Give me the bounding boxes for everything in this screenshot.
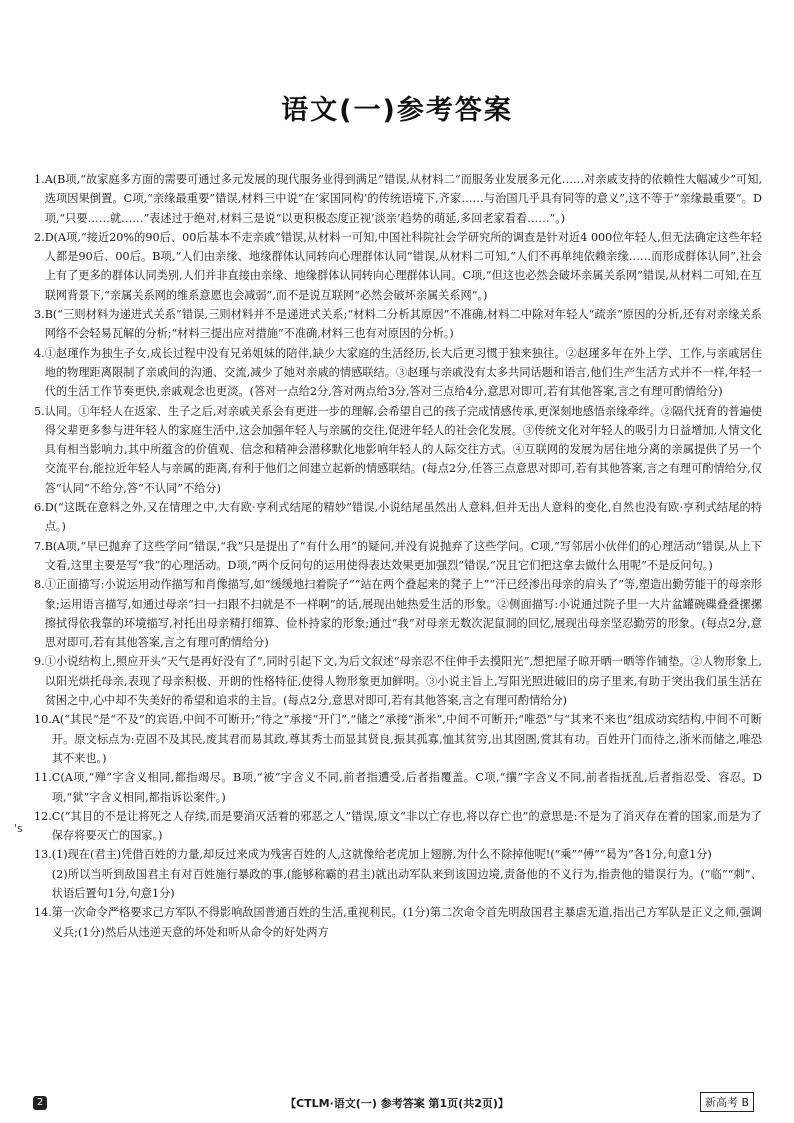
answer-number: 8. (34, 578, 45, 592)
answer-text: C(“其目的不是让将死之人存续,而是要消灭活着的邪恶之人”错误,原文“非以亡存也,将以存亡也”的意思是:不是为了消灭存在着的国家,而是为了保存将要灭亡的国家。) (51, 809, 762, 843)
answer-item (34, 170, 762, 228)
answer-text: ①赵瑾作为独生子女,成长过程中没有兄弟姐妹的陪伴,缺少大家庭的生活经历,长大后更习惯于独来独往。②赵瑾多年在外上学、工作,与亲戚居住地的物理距离限制了亲戚间的沟通、交流,减少了她对亲戚的情感联结。③赵瑾与亲戚没有太多共同话题和语言,他们生产生活方式并不一样,年轻一代的生活工作节奏更快,亲戚观念也更淡。(答对一点给2分,答对两点给3分,答对三点给4分,意思对即可,若有其他答案,言之有理可酌情给分) (44, 346, 762, 399)
answer-item (34, 652, 762, 710)
answer-text: A(B项,“故家庭多方面的需要可通过多元发展的现代服务业得到满足”错误,从材料二“而服务业发展多元化……对亲戚支持的依赖性大幅减少”可知,选项因果倒置。C项,“亲缘最重要”错误,材料三中说“在‘家国同构’的传统语境下,齐家……与治国几乎具有同等的意义”,这不等于“亲缘最重要”。D项,“只要……就……”表述过于绝对,材料三是说“以更积极态度正视‘淡亲’趋势的萌延,多回老家看看……”。) (44, 173, 762, 225)
answer-item (34, 575, 762, 652)
answer-number: 7. (34, 539, 45, 553)
margin-mark: 's (14, 822, 23, 835)
page-title: 语文(一)参考答案 (281, 95, 513, 126)
answer-item (34, 807, 762, 846)
answer-number: 14. (34, 906, 52, 920)
answer-item (34, 344, 762, 402)
answer-text: D(A项,“接近20%的90后、00后基本不走亲戚”错误,从材料一可知,中国社科院社会学研究所的调查是针对近4 000位年轻人,但无法确定这些年轻人都是90后、00后。B项,“人们由亲缘、地缘群体认同转向心理群体认同”错误,从材料二可知,“人们不再单纯依赖亲缘……而形成群体认同”,社会上有了更多的群体认同类别,人们并非直接由亲缘、地缘群体认同转向心理群体认同。C项,“但这也必然会破坏亲属关系网”错误,从材料二可知,在互联网背景下,“亲属关系网的维系意愿也会减弱”,而不是说互联网“必然会破坏亲属关系网”。) (44, 230, 762, 302)
footer-text: 【CTLM·语文(一) 参考答案 第1页(共2页)】 (285, 1097, 509, 1110)
answer-sub-item: (1)现在(君主)凭借百姓的力量,却反过来成为残害百姓的人,这就像给老虎加上翅膀,为什么不除掉他呢!(“乘”“傅”“曷为”各1分,句意1分) (51, 848, 712, 862)
answer-item (34, 845, 762, 903)
answer-text: A(“其民”是“不及”的宾语,中间不可断开;“待之”承接“开门”,“储之”承接“浙米”,中间不可断开;“唯恐”与“其来不来也”组成动宾结构,中间不可断开。原文标点为:克固不及其民,废其君而易其政,尊其秀士而显其贤良,振其孤寡,恤其贫穷,出其囹圄,赏其有功。百姓开门而待之,浙米而储之,唯恐其不来也。) (51, 713, 762, 765)
answer-item (34, 710, 762, 768)
answer-text (52, 845, 762, 903)
answer-number: 1. (34, 173, 45, 186)
answer-list (34, 170, 762, 942)
page-footer (0, 1092, 794, 1114)
answer-number: 9. (34, 655, 45, 669)
answer-number: 5. (34, 404, 45, 418)
answer-text: D(“这既在意料之外,又在情理之中,大有欧·亨利式结尾的精妙”错误,小说结尾虽然出人意料,但并无出人意料的变化,自然也没有欧·亨利式结尾的特点。) (44, 501, 762, 534)
answer-number: 12. (34, 809, 52, 823)
answer-number: 3. (34, 308, 45, 322)
answer-number: 11. (34, 771, 52, 785)
answer-text: 认同。①年轻人在返家、生子之后,对亲戚关系会有更进一步的理解,会希望自己的孩子完成情感传承,更深刻地感悟亲缘牵绊。②隔代抚育的普遍使得父辈更多参与进年轻人的家庭生活中,这会加强年轻人与亲属的交往,促进年轻人的社会化发展。③传统文化对年轻人的吸引力日益增加,人情文化具有相当影响力,其中所蕴含的价值观、信念和精神会潜移默化地影响年轻人的人际交往方式。④互联网的发展为居住地分离的亲属提供了另一个交流平台,能拉近年轻人与亲属的距离,有利于他们之间建立起新的情感联结。(每点2分,任答三点意思对即可,若有其他答案,言之有理可酌情给分,仅答“认同”不给分,答“不认同”不给分) (44, 404, 762, 495)
exam-type-badge: 新高考 B (700, 1092, 754, 1112)
answer-item (34, 228, 762, 305)
answer-item (34, 903, 762, 942)
answer-text: C(A项,“殚”字含义相同,都指竭尽。B项,“被”字含义不同,前者指遭受,后者指覆盖。C项,“攘”字含义不同,前者指抚乱,后者指忍受、容忍。D项,“狱”字含义相同,都指诉讼案件。) (51, 771, 762, 804)
answer-text: B(“三则材料为递进式关系”错误,三则材料并不是递进式关系;“材料二分析其原因”不准确,材料二中除对年轻人“疏亲”原因的分析,还有对亲缘关系网络不会轻易瓦解的分析;“材料三提出应对措施”不准确,材料三也有对原因的分析。) (44, 308, 762, 341)
answer-text: B(A项,“早已抛弃了这些学问”错误,“我”只是提出了“有什么用”的疑问,并没有说抛弃了这些学问。C项,“写邻居小伙伴们的心理活动”错误,从上下文看,这里主要是写“我”的心理活动。D项,“两个反问句的运用使得表达效果更加强烈”错误,“况且它们把这拿去做什么用呢”不是反问句。) (44, 539, 762, 572)
answer-text: 第一次命令严格要求己方军队不得影响敌国普通百姓的生活,重视利民。(1分)第二次命令首先明敌国君主暴虐无道,指出己方军队是正义之师,强调义兵;(1分)然后从违逆天意的坏处和听从命令的好处两方 (51, 906, 762, 939)
answer-number: 6. (34, 501, 45, 515)
answer-text: ①小说结构上,照应开头“天气是再好没有了”,同时引起下文,为后文叙述“母亲忍不住伸手去摸阳光”,想把屋子晾开晒一晒等作铺垫。②人物形象上,以阳光烘托母亲,表现了母亲积极、开朗的性格特征,使得人物形象更加鲜明。③小说主旨上,写阳光照进破旧的房子里来,有助于突出我们虽生活在贫困之中,心中却不失美好的希望和追求的主旨。(每点2分,意思对即可,若有其他答案,言之有理可酌情给分) (44, 655, 762, 708)
answer-item (34, 402, 762, 498)
answer-text: ①正面描写:小说运用动作描写和肖像描写,如“缓缓地扫着院子”“站在两个叠起来的凳子上”“汗已经渗出母亲的肩头了”等,塑造出勤劳能干的母亲形象;运用语言描写,如通过母亲“扫一扫跟不扫就是不一样啊”的话,展现出她热爱生活的形象。②侧面描写:小说通过院子里一大片盆罐碗碟叠叠摞摞擦拭得依我靠的环境描写,衬托出母亲精打细算、俭朴持家的形象;通过“我”对母亲无数次泥鼠洞的回忆,展现出母亲坚忍勤劳的形象。(每点2分,意思对即可,若有其他答案,言之有理可酌情给分) (44, 578, 762, 650)
answer-item (34, 537, 762, 576)
answer-number: 10. (34, 713, 52, 727)
answer-number: 13. (34, 848, 52, 862)
answer-item (34, 768, 762, 807)
answer-sub-item: (2)所以当听到敌国君主有对百姓施行暴政的事,(能够称霸的君主)就出动军队来到该国边境,责备他的不义行为,指责他的错误行为。(“临”“刺”、状语后置句1分,句意1分) (51, 867, 762, 900)
answer-item (34, 498, 762, 537)
answer-number: 2. (34, 230, 45, 244)
answer-number: 4. (34, 346, 45, 360)
page-number-badge: 2 (33, 1096, 47, 1110)
answer-item (34, 305, 762, 344)
